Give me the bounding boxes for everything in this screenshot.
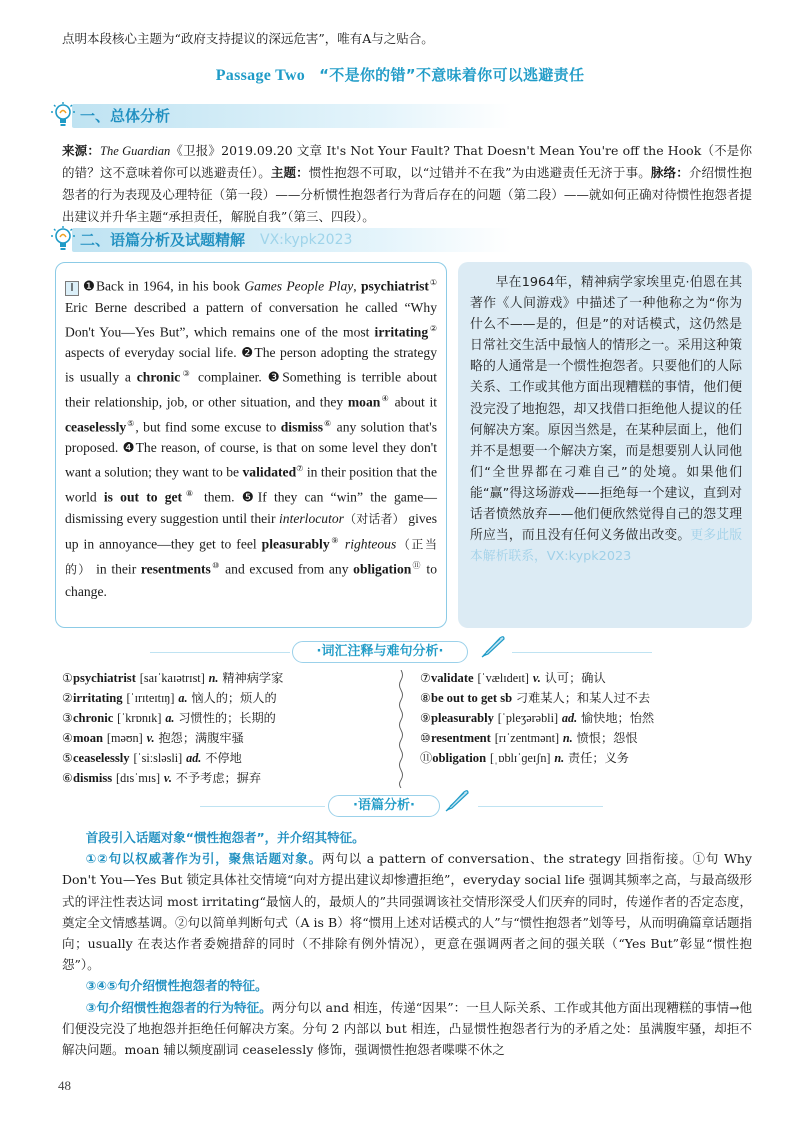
vocab-pos: a. [178,691,188,706]
paragraph-text: 两分句以 and 相连，传递“因果”：一旦人际关系、工作或其他方面出现糟糕的事情→他们便没完没了地抱怨并拒绝任何解决方案。分句 2 内部以 but 相连，凸显惯性抱怨者行为的矛盾之处：虽满腹牢骚，却拒不解决问题。moan 辅以频度副词 ceaselessly 修饰，强调惯性抱怨者喋喋不休之 [62,999,752,1058]
section-label: 一、总体分析 [80,107,171,125]
vocab-meaning: 抱怨；满腹牢骚 [158,731,244,746]
analysis-heading [62,975,752,996]
vocab-phonetic: [ˈkrɒnɪk] [117,711,162,726]
vocab-item [420,708,750,728]
passage-title-cn: “不是你的错”不意味着你可以逃避责任 [319,66,585,84]
sentence-text: about it [389,394,438,410]
vocab-word: pleasurably [261,536,330,552]
vocab-word: resentment [430,731,491,746]
vocab-meaning: 刁难某人；和某人过不去 [515,691,651,706]
paragraph-text: 两句以 a pattern of conversation、the strategy 回指衔接。①句 Why Don't You—Yes But 锁定具体社交情境“向对方提出建议却惨遭拒绝”，everyday social life 强调其频率之高，与最高级形式的评注性表达词 most irritating“最恼人的，最烦人的”共同强调该社交情形深受人们厌弃的同时，传递作者的否定态度，奠定全文情感基调。②句以简单判断句式（A is B）将“惯用上述对话模式的人”与“惯性抱怨者”划等号，从而明确篇章话题指向；usually 在表达作者委婉措辞的同时（不排除有例外情况），更意在强调两者之间的强关联（“Yes But”彰显“惯性抱怨”）。 [62,851,752,973]
vocab-ref: ⑤ [126,418,136,428]
vocab-meaning: 认可；确认 [544,671,606,685]
vocab-pos: n. [562,731,573,746]
watermark: 更多此版本解析联系，VX:kypk2023 [470,528,743,565]
heading-text: 首段引入话题对象“惯性抱怨者”，并介绍其特征。 [85,830,365,845]
vocab-number: ③ [62,711,73,726]
source-publication: The Guardian [100,144,171,158]
heading-text: ③句介绍惯性抱怨者的行为特征。 [85,999,272,1015]
vocab-ref: ⑩ [210,561,221,571]
passage-title [0,64,800,85]
vocab-list-right [420,668,750,768]
translation-body: 早在1964年，精神病学家埃里克·伯恩在其著作《人间游戏》中描述了一种他称之为“你为什么不——是的，但是”的对话模式，这仍然是日常社交生活中最恼人的情形之一。采用这种策略的人通常是一个惯性抱怨者。只要他们的人际关系、工作或其他方面出现糟糕的事情，他们便没完没了地抱怨，却又找借口拒绝他人提议的任何解决方案。原因当然是，在某种层面上，他们并不是想要一个解决方案，而是想要别人认同他们“全世界都在刁难自己”的处境。如果他们能“赢”得这场游戏——拒绝每一个建议，直到对话者愤然放弃——他们便欣然觉得自己的怨艾理所应当，而且没有任何义务做出改变。 [470,275,742,544]
vocab-meaning: 愉快地；怡然 [581,711,655,726]
gloss-cn: （正当的） [65,537,437,577]
vocab-word: ceaselessly [72,751,130,766]
vocab-item [62,728,382,748]
vocab-phonetic: [ˌɒblɪˈɡeɪʃn] [489,751,551,766]
vocab-pos: v. [146,731,155,746]
vocab-number: ⑨ [420,711,431,726]
analysis-heading [62,827,752,848]
vocab-ref: ⑨ [329,535,340,545]
sentence-text: gives up in annoyance—they get to feel [65,510,437,552]
sentence-text: Eric Berne described a pattern of conversation he called “Why Don't You—Yes But”, which remains one of the most [65,299,437,340]
outline-key: 脉络： [650,165,689,180]
sentence-text: aspects of everyday social life. ❷The person adopting the strategy is usually a [65,345,437,385]
section-header-overview [50,100,750,130]
vocab-pos: n. [208,671,219,685]
analysis-section-pill: ·语篇分析· [328,795,440,817]
pill-rule-right [512,652,652,653]
gloss-word: righteous [344,536,397,552]
vocab-meaning: 责任；义务 [568,751,629,766]
vocab-number: ④ [62,731,73,746]
sentence-text: complainer. ❸Something is terrible about their relationship, job, or other situation, and they [65,369,437,410]
vocab-word: obligation [432,751,487,766]
vocab-word: irritating [72,691,123,706]
sentence-text: , [353,278,361,294]
gloss-word: interlocutor [279,510,344,526]
english-passage [65,272,437,602]
sentence-text: them. ❺If they can “win” the game—dismissing every suggestion until their [65,489,438,526]
pill-rule-left [150,652,290,653]
vocab-word: obligation [353,561,412,577]
vocab-phonetic: [ˈɪrɪteɪtɪŋ] [126,691,175,706]
pill-rule-right [478,806,603,807]
watermark: VX:kypk2023 [260,232,353,248]
vocab-phonetic: [məʊn] [106,731,143,746]
passage-title-en: Passage Two [215,67,306,84]
vocab-word: psychiatrist [72,671,136,685]
vocab-number: ⑦ [420,671,431,685]
pill-rule-left [200,806,325,807]
theme-text: 惯性抱怨不可取，以“过错并不在我”为由逃避责任无济于事。 [308,165,651,180]
sentence-text: in their position that the world [65,464,437,505]
vocab-pos: a. [165,711,175,726]
vocab-phonetic: [saɪˈkaɪətrɪst] [139,671,205,685]
vocab-word: be out to get sb [430,691,513,706]
vocab-meaning: 恼人的；烦人的 [191,691,277,706]
vocab-item [62,748,382,768]
vocab-number: ① [62,671,73,685]
book-title: Games People Play [244,278,354,294]
quill-pen-icon [444,788,470,812]
vocab-ref: ① [428,278,438,287]
analysis-paragraph [62,997,752,1061]
vocab-word: resentments [140,561,211,577]
vocab-number: ⑩ [420,731,431,746]
vocab-ref: ⑦ [296,464,304,474]
page-number: 48 [58,1078,71,1093]
heading-text: ①②句以权威著作为引，聚焦话题对象。 [85,851,322,867]
vocab-number: ⑧ [420,691,431,706]
sentence-text: , but find some excuse to [135,419,281,435]
vocab-pos: v. [532,671,541,685]
vocab-phonetic: [ˈvælɪdeɪt] [477,671,529,685]
vocab-word: psychiatrist [360,278,429,294]
vocab-item [420,748,750,768]
vocab-item [62,768,382,788]
vocab-number: ② [62,691,73,706]
vocab-ref: ⑪ [411,561,422,571]
vocab-item [420,688,750,708]
source-text: 《卫报》2019.09.20 文章 It's Not Your Fault? That Doesn't Mean You're off the Hook（不是你的错？这不意味着你可以逃避责任）。 [62,143,752,180]
vocab-word: pleasurably [430,711,494,726]
vocab-word: moan [347,394,381,410]
vocab-item [420,668,750,688]
sentence-text: in their [91,561,141,577]
intro-line: 点明本段核心主题为“政府支持提议的深远危害”，唯有A与之贴合。 [62,31,434,46]
source-paragraph [62,140,752,228]
sentence-text: and excused from any [220,561,354,577]
vocab-pos: v. [163,771,172,786]
vocab-section-pill: ·词汇注释与难句分析· [292,641,468,663]
vocab-pos: ad. [186,751,202,766]
vocab-word: chronic [136,369,181,385]
vocab-word: dismiss [280,419,324,435]
vocab-ref: ⑧ [182,489,197,499]
vocab-meaning: 不予考虑；摒弃 [175,771,262,786]
sentence-text: ❶Back in 1964, in his book [82,278,245,294]
vocab-item [62,708,382,728]
vocab-phonetic: [ˈpleʒərəbli] [497,711,559,726]
sentence-text: any solution that's proposed. ❹The reason, of course, is that on some level they don't want a solution; they want to be [65,419,438,480]
vocab-number: ⑪ [420,751,433,766]
vocab-item [62,668,382,688]
vocab-word: dismiss [72,771,113,786]
vocab-ref: ③ [180,369,193,379]
discourse-analysis [62,827,752,1060]
section-header-analysis [50,224,750,254]
gloss-cn: （对话者） [343,511,405,526]
lightbulb-icon [50,101,76,129]
vocab-pos: ad. [561,711,578,726]
vocab-word: validate [430,671,474,685]
vocab-item [420,728,750,748]
vocab-word: ceaselessly [65,419,127,435]
vocab-ref: ④ [380,394,390,404]
vocab-word: irritating [374,324,429,340]
sentence-text: to change. [65,561,438,599]
section-label: 二、语篇分析及试题精解 [80,231,246,249]
vocab-divider [398,670,404,788]
vocab-word: chronic [72,711,114,726]
vocab-number: ⑤ [62,751,73,766]
translation-text [470,272,742,567]
vocab-pos: n. [554,751,565,766]
vocab-meaning: 愤恨；怨恨 [576,731,638,746]
analysis-paragraph [62,848,752,975]
vocab-list-left [62,668,382,789]
vocab-number: ⑥ [62,771,73,786]
vocab-ref: ② [428,323,438,333]
vocab-word: validated [242,464,297,480]
source-key: 来源： [62,143,101,158]
paragraph-marker: Ⅰ [65,281,79,296]
outline-text: 介绍惯性抱怨者的行为表现及心理特征（第一段）——分析惯性抱怨者行为背后存在的问题（第二段）——就如何正确对待惯性抱怨者提出建议并升华主题“承担责任，解脱自我”（第三、四段）。 [62,165,752,224]
heading-text: ③④⑤句介绍惯性抱怨者的特征。 [85,978,268,994]
vocab-meaning: 不停地 [205,751,242,766]
vocab-phonetic: [rɪˈzentmənt] [494,731,560,746]
vocab-meaning: 习惯性的；长期的 [178,711,276,726]
vocab-ref: ⑥ [323,418,333,428]
vocab-phonetic: [dɪsˈmɪs] [116,771,161,786]
vocab-item [62,688,382,708]
vocab-meaning: 精神病学家 [222,671,284,685]
vocab-phonetic: [ˈsiːsləsli] [133,751,183,766]
vocab-word: is out to get [103,489,183,505]
theme-key: 主题： [270,165,309,180]
vocab-word: moan [72,731,104,746]
quill-pen-icon [480,634,506,658]
lightbulb-icon [50,225,76,253]
